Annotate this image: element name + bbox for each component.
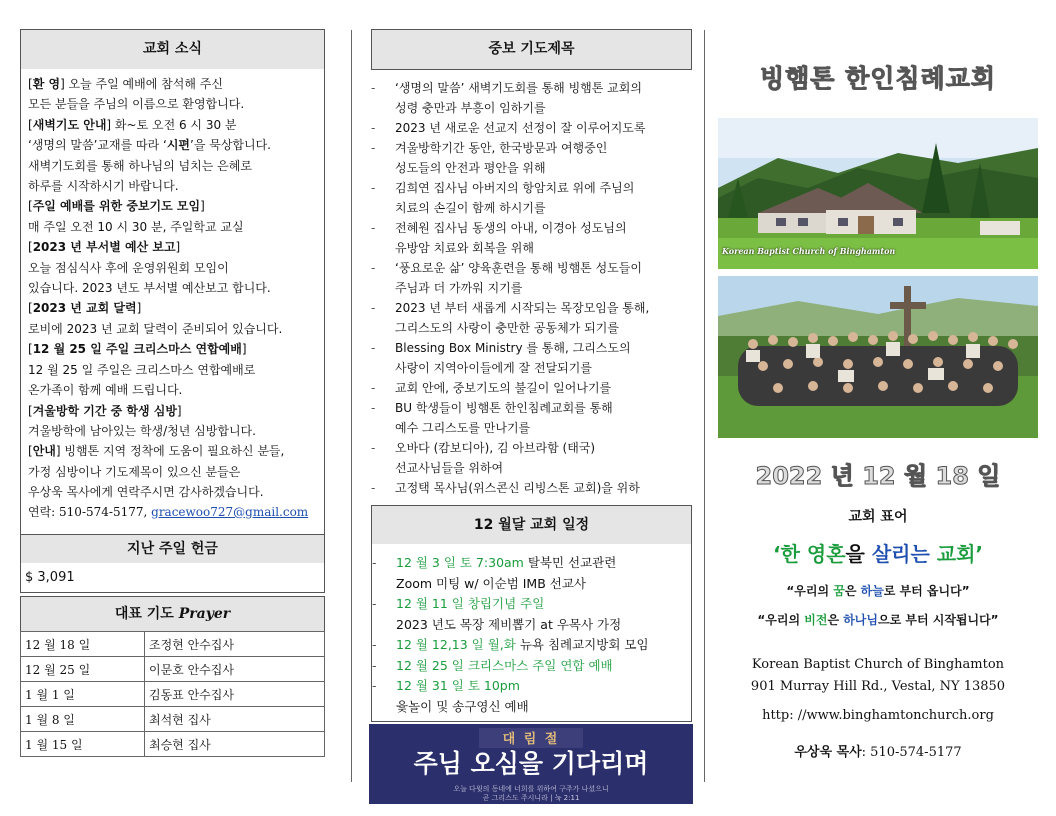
prayer-table xyxy=(20,631,325,757)
intercession-text: 오바다 (캄보디아), 김 아브라함 (태국) xyxy=(395,441,596,455)
news-text: [ xyxy=(28,403,33,418)
church-motto xyxy=(718,539,1038,569)
congregation-group-photo xyxy=(718,276,1038,438)
offering-amount: $ 3,091 xyxy=(25,570,75,585)
news-text: 가정 심방이나 기도제목이 있으신 분들은 xyxy=(28,464,241,479)
dash-marker: - xyxy=(371,441,376,455)
advent-label-text: 대 림 절 xyxy=(502,732,560,747)
news-heading-text: 12 월 25 일 주일 크리스마스 연합예배 xyxy=(32,342,242,357)
prayer-row xyxy=(21,732,325,757)
address-line-1: Korean Baptist Church of Binghamton xyxy=(751,657,1005,672)
column-divider-1 xyxy=(351,30,352,782)
news-text: 온가족이 함께 예배 드립니다. xyxy=(28,383,183,398)
intercession-text: 김희연 집사님 아버지의 항암치료 위에 주님의 xyxy=(395,181,635,195)
intercession-list xyxy=(371,78,692,498)
column-divider-2 xyxy=(704,30,705,782)
news-line xyxy=(28,196,324,216)
quote-vision xyxy=(718,610,1038,630)
advent-label xyxy=(479,728,583,748)
news-heading-text: 안내 xyxy=(32,444,56,459)
contact-prefix: 연락: 510-574-5177, xyxy=(28,504,152,519)
schedule-item xyxy=(372,615,691,636)
schedule-box xyxy=(371,544,692,722)
quote2_parts-part: “우리의 xyxy=(757,613,805,627)
news-line xyxy=(28,74,324,94)
intercession-title: 중보 기도제목 xyxy=(488,41,575,57)
quote1_parts-part: “우리의 xyxy=(786,584,834,598)
quote1_parts-part: 로 부터 옵니다” xyxy=(883,584,970,598)
news-line xyxy=(28,401,324,421)
prayer-row xyxy=(21,657,325,682)
news-text: ’을 묵상합니다. xyxy=(190,138,271,153)
intercession-item xyxy=(371,238,692,258)
intercession-item xyxy=(371,98,692,118)
news-line xyxy=(28,135,324,155)
intercession-item xyxy=(371,258,692,278)
news-text: [ xyxy=(28,117,33,132)
news-text: ] 빙햄톤 지역 정착에 도움이 필요하신 분들, xyxy=(55,444,285,459)
news-text: ‘생명의 말씀’교재를 따라 ‘ xyxy=(28,138,167,153)
news-text: ] 화~토 오전 6 시 30 분 xyxy=(106,117,237,132)
news-text: ] xyxy=(176,403,182,418)
pastor-contact xyxy=(718,742,1038,764)
dash-marker: - xyxy=(372,678,377,693)
news-lines xyxy=(28,74,324,503)
intercession-item xyxy=(371,198,692,218)
schedule-date: 12 월 31 일 토 10pm xyxy=(396,678,520,693)
intercession-text: 치료의 손길이 함께 하시기를 xyxy=(395,201,546,215)
motto_parts-part: ‘한 영혼 xyxy=(773,542,846,566)
dash-marker: - xyxy=(371,221,376,235)
schedule-item xyxy=(372,697,691,718)
schedule-text: Zoom 미팅 w/ 이순범 IMB 선교사 xyxy=(396,575,586,591)
prayer-title-ko: 대표 기도 xyxy=(114,606,179,622)
intercession-item xyxy=(371,318,692,338)
news-heading-text: 새벽기도 안내 xyxy=(32,117,107,132)
news-text: [ xyxy=(28,199,33,214)
schedule-item xyxy=(372,635,691,656)
quote2_parts-part: 으로 부터 시작됩니다” xyxy=(878,613,999,627)
news-text: 모든 분들을 주님의 이름으로 환영합니다. xyxy=(28,97,245,112)
offering-header xyxy=(20,534,325,564)
news-heading-text: 겨울방학 기간 중 학생 심방 xyxy=(32,403,177,418)
photo-caption: Korean Baptist Church of Binghamton xyxy=(722,246,896,256)
prayer-leader: 조정현 안수집사 xyxy=(145,632,325,657)
prayer-date: 1 월 8 일 xyxy=(21,707,145,732)
news-line xyxy=(28,217,324,237)
intercession-item xyxy=(371,418,692,438)
intercession-item xyxy=(371,138,692,158)
news-text: 새벽기도회를 통해 하나님의 넘치는 은혜로 xyxy=(28,158,252,173)
dash-marker: - xyxy=(371,401,376,415)
advent-banner xyxy=(369,724,693,804)
intercession-text: 유방암 치료와 회복을 위해 xyxy=(395,241,534,255)
news-text: [ xyxy=(28,240,33,255)
motto_parts-part: 교회’ xyxy=(929,542,983,566)
news-heading-text: 시편 xyxy=(166,138,190,153)
news-contact xyxy=(28,503,324,522)
intercession-item xyxy=(371,398,692,418)
prayer-row xyxy=(21,682,325,707)
intercession-text: 성도들의 안전과 평안을 위해 xyxy=(395,161,546,175)
news-text: 12 월 25 일 주일은 크리스마스 연합예배로 xyxy=(28,362,256,377)
news-text: [ xyxy=(28,444,33,459)
news-line xyxy=(28,94,324,114)
prayer-date: 1 월 1 일 xyxy=(21,682,145,707)
advent-headline: 주님 오심을 기다리며 xyxy=(413,749,649,778)
quote-dream xyxy=(718,581,1038,601)
intercession-text: ‘생명의 말씀’ 새벽기도회를 통해 빙햄톤 교회의 xyxy=(395,81,642,95)
intercession-text: 그리스도의 사랑이 충만한 공동체가 되기를 xyxy=(395,321,619,335)
intercession-text: 주님과 더 가까워 지기를 xyxy=(395,281,523,295)
news-line xyxy=(28,380,324,400)
news-line xyxy=(28,176,324,196)
schedule-item xyxy=(372,656,691,677)
motto_parts-part: 을 xyxy=(845,542,872,566)
dash-marker: - xyxy=(371,181,376,195)
intercession-text: BU 학생들이 빙햄톤 한인침례교회를 통해 xyxy=(395,401,613,415)
advent-verse-1: 오늘 다윗의 동네에 너희를 위하여 구주가 나셨으니 xyxy=(453,785,609,793)
news-section xyxy=(20,69,325,535)
news-title: 교회 소식 xyxy=(143,41,202,57)
news-header xyxy=(20,29,325,70)
news-text: 로비에 2023 년 교회 달력이 준비되어 있습니다. xyxy=(28,321,283,336)
schedule-date: 12 월 11 일 창립기념 주일 xyxy=(396,596,545,611)
prayer-leader: 최석현 집사 xyxy=(145,707,325,732)
address-line-2: 901 Murray Hill Rd., Vestal, NY 13850 xyxy=(750,679,1006,694)
church-name-title: 빙햄톤 한인침례교회 xyxy=(759,64,997,93)
prayer-leader: 이문호 안수집사 xyxy=(145,657,325,682)
intercession-text: 선교사님들을 위하여 xyxy=(395,461,504,475)
dash-marker: - xyxy=(371,301,376,315)
intercession-item xyxy=(371,378,692,398)
schedule-item xyxy=(372,594,691,615)
prayer-date: 1 월 15 일 xyxy=(21,732,145,757)
dash-marker: - xyxy=(372,596,377,611)
intercession-text: 교회 안에, 중보기도의 불길이 일어나기를 xyxy=(395,381,612,395)
motto-label: 교회 표어 xyxy=(848,509,908,525)
news-line xyxy=(28,319,324,339)
schedule-date: 12 월 12,13 일 월,화 xyxy=(396,637,516,652)
schedule-item xyxy=(372,553,691,574)
news-text: ] xyxy=(200,199,205,214)
news-line xyxy=(28,462,324,482)
news-text: [ xyxy=(28,301,33,316)
intercession-item xyxy=(371,78,692,98)
dash-marker: - xyxy=(371,481,376,495)
intercession-item xyxy=(371,358,692,378)
schedule-title: 12 월달 교회 일정 xyxy=(473,517,590,533)
news-line xyxy=(28,360,324,380)
prayer-leader: 김동표 안수집사 xyxy=(145,682,325,707)
schedule-item xyxy=(372,574,691,595)
news-heading-text: 2023 년 교회 달력 xyxy=(32,301,137,316)
intercession-text: Blessing Box Ministry 를 통해, 그리스도의 xyxy=(395,341,631,355)
prayer-date: 12 월 18 일 xyxy=(21,632,145,657)
news-text: 겨울방학에 남아있는 학생/청년 심방합니다. xyxy=(28,423,256,438)
intercession-text: 2023 년 부터 새롭게 시작되는 목장모임을 통해, xyxy=(395,301,650,315)
intercession-item xyxy=(371,438,692,458)
news-heading-text: 2023 년 부서별 예산 보고 xyxy=(32,240,176,255)
prayer-row xyxy=(21,707,325,732)
news-text: ] xyxy=(175,240,181,255)
news-line xyxy=(28,156,324,176)
news-line xyxy=(28,278,324,298)
intercession-item xyxy=(371,458,692,478)
prayer-title-en: Prayer xyxy=(178,606,231,622)
news-text: 있습니다. 2023 년도 부서별 예산보고 합니다. xyxy=(28,281,271,296)
news-line xyxy=(28,339,324,359)
dash-marker: - xyxy=(371,121,376,135)
offering-box xyxy=(20,563,325,593)
intercession-item xyxy=(371,338,692,358)
schedule-text: 윷놀이 및 송구영신 예배 xyxy=(396,698,529,714)
schedule-date: 12 월 3 일 토 7:30am xyxy=(396,555,524,570)
quote2_parts-part: 하나님 xyxy=(843,613,878,627)
news-line xyxy=(28,115,324,135)
website-link[interactable]: http: //www.binghamtonchurch.org xyxy=(762,708,994,723)
intercession-item xyxy=(371,478,692,498)
schedule-item xyxy=(372,676,691,697)
dash-marker: - xyxy=(372,637,377,652)
news-text: [ xyxy=(28,77,33,91)
intercession-item xyxy=(371,118,692,138)
dash-marker: - xyxy=(371,81,376,95)
news-text: 매 주일 오전 10 시 30 분, 주일학교 교실 xyxy=(28,219,244,234)
news-text: ] xyxy=(136,301,142,316)
pastor-phone: : 510-574-5177 xyxy=(861,745,962,760)
dash-marker: - xyxy=(371,141,376,155)
intercession-item xyxy=(371,298,692,318)
schedule-text: 2023 년도 목장 제비뽑기 at 우목사 가정 xyxy=(396,616,622,632)
intercession-item xyxy=(371,218,692,238)
bulletin-date: 2022 년 12 월 18 일 xyxy=(755,462,1001,490)
news-line xyxy=(28,237,324,257)
advent-verse-2: 곧 그리스도 주시니라 | 눅 2:11 xyxy=(482,794,580,802)
dash-marker: - xyxy=(372,555,377,570)
news-line xyxy=(28,441,324,461)
news-line xyxy=(28,421,324,441)
news-heading-text: 주일 예배를 위한 중보기도 모임 xyxy=(32,199,201,214)
news-text: 우상욱 목사에게 연락주시면 감사하겠습니다. xyxy=(28,485,264,500)
dash-marker: - xyxy=(371,381,376,395)
news-text: ] xyxy=(241,342,247,357)
news-text: 오늘 점심식사 후에 운영위원회 모임이 xyxy=(28,260,229,275)
schedule-text: 탈북민 선교관련 xyxy=(523,555,617,570)
news-text: [ xyxy=(28,342,33,357)
dash-marker: - xyxy=(372,657,377,673)
intercession-item xyxy=(371,278,692,298)
contact-email-link[interactable]: gracewoo727@gmail.com xyxy=(151,504,309,519)
news-text: 하루를 시작하시기 바랍니다. xyxy=(28,179,179,194)
schedule-date: 12 월 25 일 크리스마스 주일 연합 예배 xyxy=(396,657,613,673)
intercession-text: 예수 그리스도를 만나기를 xyxy=(395,421,531,435)
news-heading-text: 환 영 xyxy=(32,77,61,91)
quote2_parts-part: 비전 xyxy=(804,613,828,627)
intercession-text: 2023 년 새로운 선교지 선정이 잘 이루어지도록 xyxy=(395,121,646,135)
intercession-header xyxy=(371,29,692,70)
schedule-header xyxy=(371,505,692,545)
news-line xyxy=(28,482,324,502)
intercession-text: 전혜원 집사님 동생의 아내, 이경아 성도님의 xyxy=(395,221,627,235)
prayer-date: 12 월 25 일 xyxy=(21,657,145,682)
news-line xyxy=(28,298,324,318)
intercession-text: 고정택 목사님(위스콘신 리빙스톤 교회)을 위하 xyxy=(395,481,640,495)
schedule-text: 뉴욕 침례교지방회 모임 xyxy=(515,637,649,652)
intercession-text: 성령 충만과 부흥이 임하기를 xyxy=(395,101,546,115)
quote2_parts-part: 은 xyxy=(827,613,844,627)
prayer-row xyxy=(21,632,325,657)
intercession-text: 사랑이 지역아이들에게 잘 전달되기를 xyxy=(395,361,592,375)
pastor-name: 우상욱 목사 xyxy=(794,745,862,760)
intercession-item xyxy=(371,158,692,178)
intercession-item xyxy=(371,178,692,198)
news-line xyxy=(28,258,324,278)
dash-marker: - xyxy=(371,341,376,355)
news-text: ] 오늘 주일 예배에 참석해 주신 xyxy=(60,77,223,91)
quote1_parts-part: 하늘 xyxy=(860,584,884,598)
dash-marker: - xyxy=(371,261,376,275)
intercession-text: ‘풍요로운 삶’ 양육훈련을 통해 빙햄톤 성도들이 xyxy=(395,261,642,275)
intercession-text: 겨울방학기간 동안, 한국방문과 여행중인 xyxy=(395,141,608,155)
quote1_parts-part: 은 xyxy=(844,584,861,598)
prayer-leader: 최승현 집사 xyxy=(145,732,325,757)
motto_parts-part: 살리는 xyxy=(871,542,930,566)
quote1_parts-part: 꿈 xyxy=(833,584,845,598)
offering-title: 지난 주일 헌금 xyxy=(127,541,218,557)
schedule-list xyxy=(372,544,691,717)
prayer-header xyxy=(20,596,325,632)
